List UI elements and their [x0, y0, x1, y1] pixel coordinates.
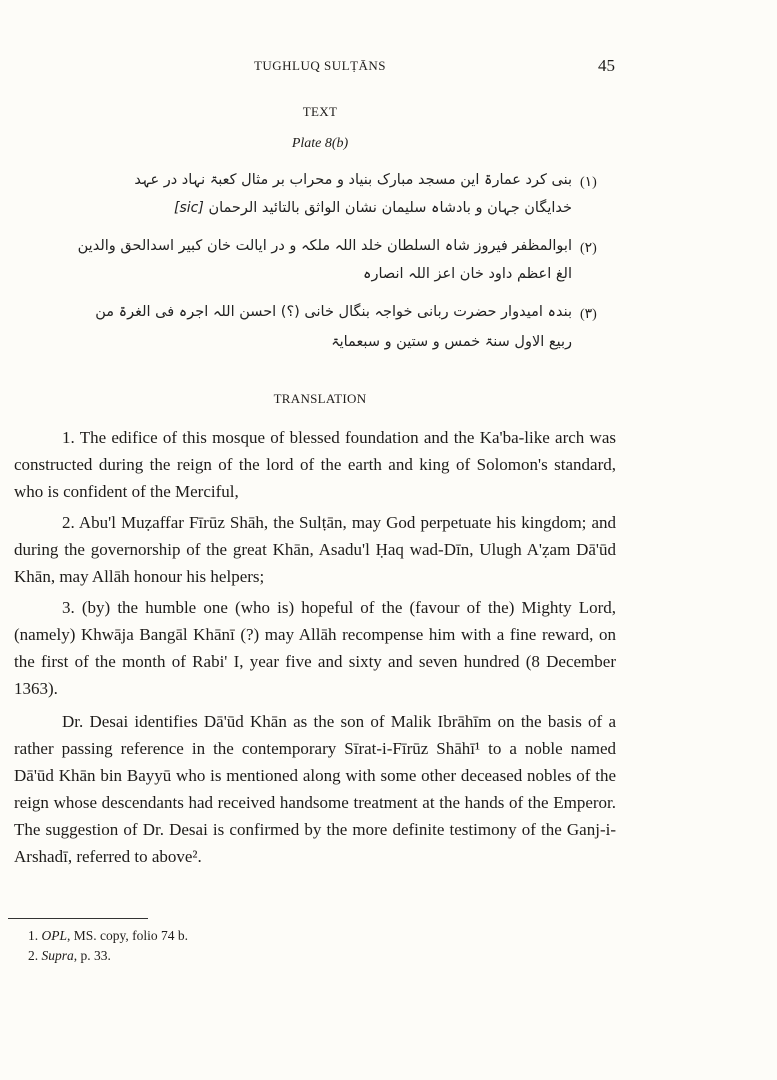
translation-heading: TRANSLATION	[273, 391, 367, 406]
inscription-line-text: خدایگان جہان و بادشاہ سلیمان نشان الواثق بالتائید الرحمان	[208, 200, 572, 216]
inscription-line-number: (۲)	[580, 241, 597, 256]
text-heading: TEXT	[302, 104, 338, 119]
inscription-line-number: (۱)	[580, 175, 597, 190]
translation-paragraph: 3. (by) the humble one (who is) hopeful of the (favour of the) Mighty Lord, (namely) Khwāja Bangāl Khānī (?) may Allāh recompense him with a fine reward, on the first of the month of Rabi' I, year five and sixty and seven hundred (8 December 1363).	[14, 598, 616, 698]
translation-paragraph: 2. Abu'l Muẓaffar Fīrūz Shāh, the Sulṭān, may God perpetuate his kingdom; and during the governorship of the great Khān, Asadu'l Ḥaq wad-Dīn, Ulugh A'ẓam Dā'ūd Khān, may Allāh honour his helpers;	[14, 513, 616, 586]
inscription-line-text: ربیع الاول سنۃ خمس و ستین و سبعمایۃ	[331, 334, 572, 350]
translation-body	[14, 424, 616, 870]
inscription-line-continuation	[174, 200, 572, 216]
translation-paragraph: 1. The edifice of this mosque of blessed foundation and the Ka'ba-like arch was constructed during the reign of the lord of the earth and king of Solomon's standard, who is confident of the Merciful,	[14, 428, 616, 501]
footnote-text: , p. 33.	[73, 948, 111, 963]
footnote-work: OPL	[41, 928, 68, 943]
footnote-text: , MS. copy, folio 74 b.	[67, 928, 189, 943]
footnote	[28, 928, 188, 944]
footnote-rule	[8, 918, 148, 919]
footnote-work: Supra	[41, 948, 74, 963]
footnote-number: 2.	[28, 948, 39, 963]
page-number: 45	[598, 56, 615, 75]
running-title: TUGHLUQ SULṬĀNS	[253, 58, 387, 73]
inscription-line-number: (۳)	[580, 307, 597, 322]
inscription-line-text: الغ اعظم داود خان اعز اللہ انصارہ	[363, 266, 572, 282]
footnote	[28, 948, 111, 964]
inscription-line-text: ابوالمظفر فیروز شاہ السلطان خلد اللہ ملکہ و در ایالت خان کبیر اسدالحق والدین	[77, 238, 572, 254]
commentary-paragraph: Dr. Desai identifies Dā'ūd Khān as the son of Malik Ibrāhīm on the basis of a rather passing reference in the contemporary Sīrat-i-Fīrūz Shāhī¹ to a noble named Dā'ūd Khān bin Bayyū who is mentioned along with some other deceased nobles of the reign whose descendants had received handsome treatment at the hands of the Emperor. The suggestion of Dr. Desai is confirmed by the more definite testimony of the Ganj-i-Arshadī, referred to above².	[14, 712, 616, 866]
inscription-line-text: بنی کرد عمارۃ این مسجد مبارک بنیاد و محراب بر مثال کعبۃ نہاد در عہد	[134, 172, 572, 188]
plate-label: Plate 8(b)	[291, 136, 349, 151]
footnote-number: 1.	[28, 928, 39, 943]
sic-note: [sic]	[174, 200, 204, 216]
inscription-line-text: بندہ امیدوار حضرت ربانی خواجہ بنگال خانی (؟) احسن اللہ اجرہ فی الغرۃ من	[95, 304, 572, 320]
